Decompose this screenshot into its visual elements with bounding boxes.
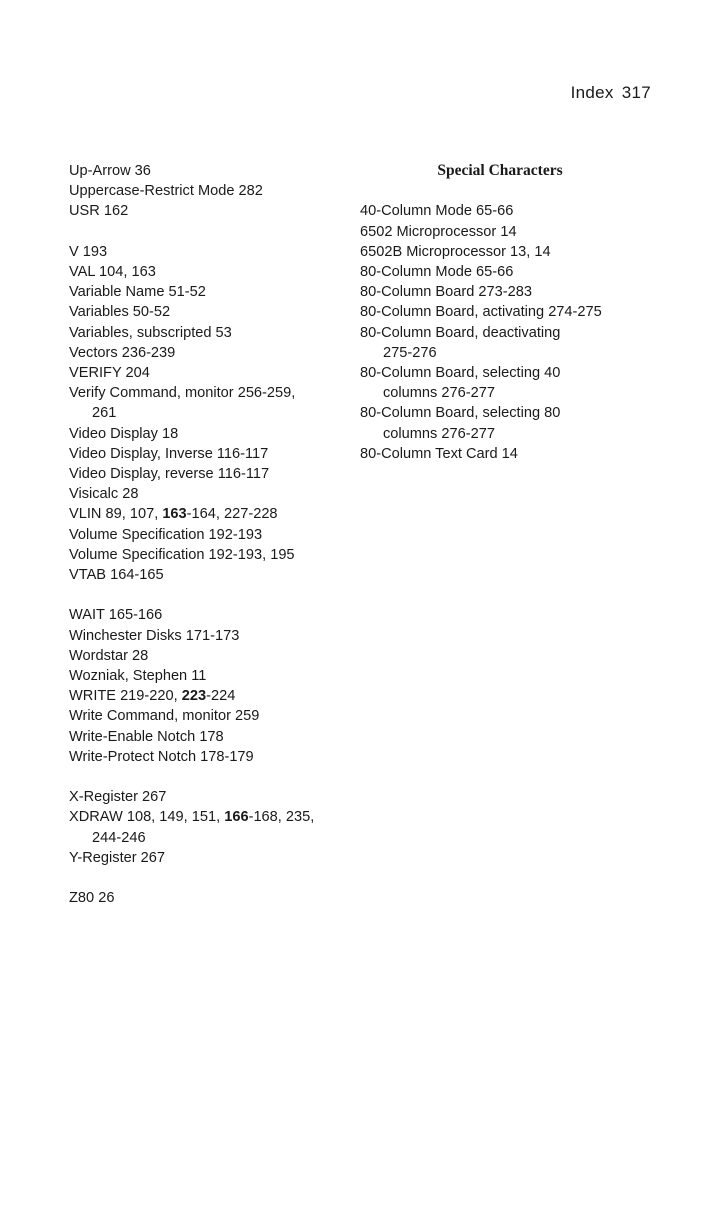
index-entry: Volume Specification 192-193, 195: [69, 546, 295, 563]
index-group-w: [69, 605, 359, 767]
section-heading: Special Characters: [437, 162, 563, 179]
entry-text: -164, 227-228: [186, 506, 278, 523]
index-entry: USR 162: [69, 203, 129, 220]
index-entry: Visicalc 28: [69, 486, 139, 503]
index-entry: Vectors 236-239: [69, 344, 176, 361]
index-entry: Wozniak, Stephen 11: [69, 668, 207, 685]
index-column-left: [69, 161, 359, 929]
index-entry: Y-Register 267: [69, 849, 165, 866]
entry-text: VLIN 89, 107,: [69, 506, 163, 523]
index-entry: 80-Column Mode 65-66: [360, 264, 514, 280]
index-entry: 6502B Microprocessor 13, 14: [360, 243, 551, 260]
entry-continuation: columns 276-277: [383, 385, 495, 402]
index-entry: WAIT 165-166: [69, 607, 163, 624]
entry-continuation: 261: [92, 405, 117, 422]
entry-bold-page: 166: [224, 809, 249, 826]
entry-continuation: columns 276-277: [383, 425, 495, 442]
index-group-u: [69, 161, 359, 222]
entry-text: -168, 235,: [248, 809, 315, 826]
index-entry: Z80 26: [69, 890, 115, 907]
index-group-z: [69, 888, 359, 908]
index-entry: Video Display, reverse 116-117: [69, 466, 270, 483]
index-entry: 40-Column Mode 65-66: [360, 203, 514, 220]
index-entry: Variable Name 51-52: [69, 284, 206, 301]
entry-line: 80-Column Board, selecting 40: [360, 365, 561, 382]
index-entry: Volume Specification 192-193: [69, 526, 263, 543]
index-entry: VAL 104, 163: [69, 264, 156, 280]
entry-continuation: 275-276: [383, 344, 437, 361]
index-entry: Variables, subscripted 53: [69, 324, 232, 341]
page-number: 317: [621, 83, 651, 102]
entry-line: Verify Command, monitor 256-259,: [69, 385, 296, 402]
entry-continuation: 244-246: [92, 829, 146, 846]
index-entry: Variables 50-52: [69, 304, 171, 321]
entry-line: 80-Column Board, deactivating: [360, 324, 561, 341]
index-entry: [69, 686, 359, 706]
index-entry: VERIFY 204: [69, 365, 150, 382]
index-entry: Wordstar 28: [69, 647, 149, 664]
index-column-right: [360, 161, 660, 464]
index-group-xy: [69, 787, 359, 868]
index-entry: Write-Protect Notch 178-179: [69, 748, 254, 765]
index-entry: Winchester Disks 171-173: [69, 627, 240, 644]
index-group-v: [69, 242, 359, 585]
entry-text: -224: [206, 688, 236, 705]
entry-text: WRITE 219-220,: [69, 688, 182, 705]
index-entry: Video Display 18: [69, 425, 179, 442]
index-entry: [69, 383, 359, 423]
index-entry: Video Display, Inverse 116-117: [69, 445, 269, 462]
entry-bold-page: 163: [162, 506, 187, 523]
running-head-title: Index: [570, 83, 614, 102]
entry-line: 80-Column Board, selecting 80: [360, 405, 561, 422]
entry-bold-page: 223: [181, 688, 207, 705]
index-entry: 80-Column Board, activating 274-275: [360, 304, 602, 321]
index-entry: 80-Column Board 273-283: [360, 284, 532, 301]
index-entry: 80-Column Text Card 14: [360, 445, 518, 462]
index-entry: 6502 Microprocessor 14: [360, 223, 517, 240]
index-entry: Uppercase-Restrict Mode 282: [69, 183, 263, 200]
index-entry: Write-Enable Notch 178: [69, 728, 224, 745]
index-entry: [69, 807, 359, 847]
index-entry: V 193: [69, 243, 108, 260]
entry-text: XDRAW 108, 149, 151,: [69, 809, 225, 826]
index-entry: [360, 363, 660, 403]
index-entry: X-Register 267: [69, 789, 167, 806]
index-entry: Write Command, monitor 259: [69, 708, 260, 725]
index-entry: VTAB 164-165: [69, 567, 164, 584]
index-entry: [360, 403, 660, 443]
index-entry: [360, 323, 660, 363]
index-entry: Up-Arrow 36: [69, 163, 151, 179]
index-entry: [69, 504, 359, 524]
running-head: [571, 83, 651, 103]
